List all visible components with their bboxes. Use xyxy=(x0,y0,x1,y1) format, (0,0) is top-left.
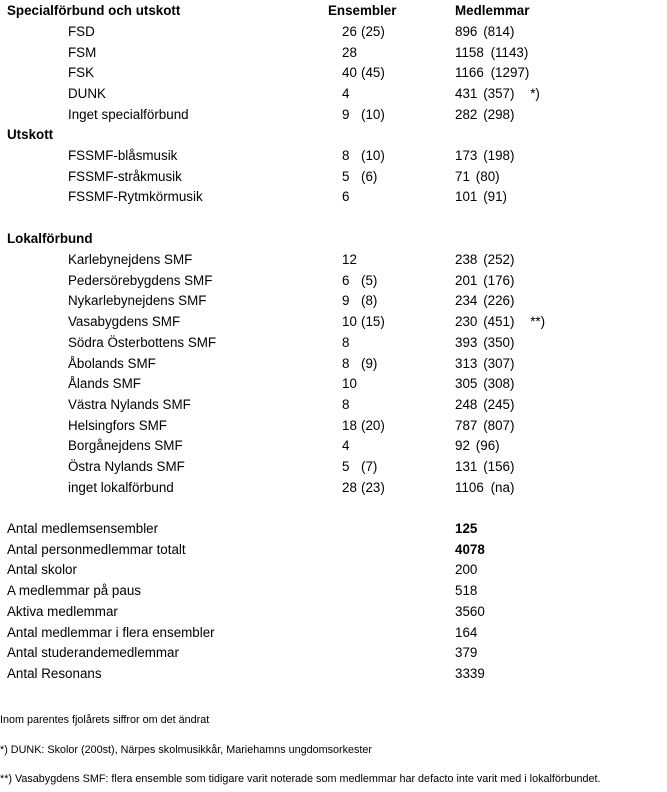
members-previous: (245) xyxy=(483,396,515,412)
row-name: FSSMF-blåsmusik xyxy=(68,148,178,163)
ensembles-count: 4 xyxy=(342,86,350,102)
row-name: Helsingfors SMF xyxy=(68,417,167,433)
ensembles-previous: (7) xyxy=(361,459,378,474)
footnote-marker: **) xyxy=(530,314,546,330)
members-count: 238 xyxy=(455,252,478,267)
members-count: 787 xyxy=(455,417,478,433)
members-previous: (357) xyxy=(483,86,515,102)
specialforbund-row xyxy=(0,22,667,43)
members-count: 248 xyxy=(455,396,478,412)
ensembles-previous: (45) xyxy=(361,65,385,81)
specialforbund-row xyxy=(0,105,667,126)
members-previous: (308) xyxy=(483,376,515,392)
ensembles-count: 10 xyxy=(342,376,357,392)
footnote-marker: *) xyxy=(530,86,540,102)
totals-value: 518 xyxy=(455,583,478,599)
members-previous: (350) xyxy=(483,334,515,350)
members-count: 201 xyxy=(455,272,478,288)
ensembles-previous: (10) xyxy=(361,106,385,122)
row-name: Pedersörebygdens SMF xyxy=(68,272,213,288)
ensembles-count: 8 xyxy=(342,148,350,163)
row-name: Vasabygdens SMF xyxy=(68,314,181,330)
totals-label: Antal Resonans xyxy=(7,665,102,681)
totals-row xyxy=(0,519,667,540)
members-previous: (80) xyxy=(475,168,500,184)
row-name: Borgånejdens SMF xyxy=(68,438,183,454)
totals-value: 200 xyxy=(455,562,478,578)
totals-label: Antal skolor xyxy=(7,562,77,578)
utskott-row xyxy=(0,146,667,167)
members-count: 1166 xyxy=(455,65,484,81)
members-previous: (91) xyxy=(483,189,508,205)
row-name: FSM xyxy=(68,44,97,60)
totals-value: 4078 xyxy=(455,541,485,557)
lokalforbund-row xyxy=(0,436,667,457)
totals-label: Antal medlemsensembler xyxy=(7,521,159,536)
totals-row xyxy=(0,581,667,602)
section-title-lokalforbund: Lokalförbund xyxy=(7,231,93,246)
ensembles-count: 28 xyxy=(342,44,357,60)
members-previous: (1297) xyxy=(490,65,530,81)
row-name: FSD xyxy=(68,24,95,39)
members-previous: (451) xyxy=(483,314,515,330)
section-title-specialforbund: Specialförbund och utskott xyxy=(7,3,181,18)
members-previous: (814) xyxy=(483,24,515,39)
ensembles-count: 6 xyxy=(342,189,350,205)
lokalforbund-row xyxy=(0,291,667,312)
ensembles-count: 9 xyxy=(342,106,350,122)
members-previous: (176) xyxy=(483,272,515,288)
totals-value: 125 xyxy=(455,521,478,536)
totals-row xyxy=(0,540,667,561)
totals-label: Antal studerandemedlemmar xyxy=(7,645,179,661)
row-name: Åbolands SMF xyxy=(68,355,156,371)
totals-value: 3560 xyxy=(455,603,485,619)
members-previous: (na) xyxy=(490,479,515,495)
row-name: DUNK xyxy=(68,86,106,102)
members-previous: (226) xyxy=(483,293,515,309)
ensembles-count: 26 xyxy=(342,24,357,39)
totals-label: Antal medlemmar i flera ensembler xyxy=(7,624,215,640)
ensembles-previous: (15) xyxy=(361,314,385,330)
members-count: 282 xyxy=(455,106,478,122)
lokalforbund-row xyxy=(0,271,667,292)
ensembles-count: 18 xyxy=(342,417,357,433)
lokalforbund-row xyxy=(0,333,667,354)
totals-row xyxy=(0,664,667,685)
ensembles-count: 5 xyxy=(342,168,350,184)
totals-row xyxy=(0,560,667,581)
totals-value: 3339 xyxy=(455,665,485,681)
column-header-members: Medlemmar xyxy=(455,3,530,18)
totals-label: A medlemmar på paus xyxy=(7,583,141,599)
members-count: 173 xyxy=(455,148,478,163)
members-previous: (298) xyxy=(483,106,515,122)
lokalforbund-row xyxy=(0,312,667,333)
members-count: 71 xyxy=(455,168,470,184)
ensembles-count: 40 xyxy=(342,65,357,81)
lokalforbund-row xyxy=(0,354,667,375)
utskott-row xyxy=(0,187,667,208)
members-previous: (198) xyxy=(483,148,515,163)
ensembles-previous: (25) xyxy=(361,24,385,39)
ensembles-previous: (23) xyxy=(361,479,385,495)
ensembles-count: 5 xyxy=(342,459,350,474)
ensembles-count: 12 xyxy=(342,252,357,267)
ensembles-count: 8 xyxy=(342,334,350,350)
members-previous: (807) xyxy=(483,417,515,433)
members-previous: (96) xyxy=(475,438,500,454)
row-name: FSSMF-Rytmkörmusik xyxy=(68,189,203,205)
row-name: Nykarlebynejdens SMF xyxy=(68,293,207,309)
specialforbund-row xyxy=(0,43,667,64)
lokalforbund-row xyxy=(0,478,667,499)
ensembles-previous: (5) xyxy=(361,272,378,288)
members-count: 431 xyxy=(455,86,478,102)
specialforbund-row xyxy=(0,84,667,105)
column-header-ensembles: Ensembler xyxy=(328,3,397,18)
totals-value: 164 xyxy=(455,624,478,640)
totals-row xyxy=(0,643,667,664)
row-name: Inget specialförbund xyxy=(68,106,189,122)
ensembles-count: 10 xyxy=(342,314,357,330)
members-count: 234 xyxy=(455,293,478,309)
footnote-vasabygden: **) Vasabygdens SMF: flera ensemble som tidigare varit noterade som medlemmar har defacto inte varit med i lokalförbundet. xyxy=(0,773,601,785)
members-count: 230 xyxy=(455,314,478,330)
ensembles-count: 28 xyxy=(342,479,357,495)
ensembles-previous: (10) xyxy=(361,148,385,163)
lokalforbund-row xyxy=(0,416,667,437)
totals-row xyxy=(0,623,667,644)
row-name: Karlebynejdens SMF xyxy=(68,252,193,267)
totals-label: Antal personmedlemmar totalt xyxy=(7,541,186,557)
members-previous: (156) xyxy=(483,459,515,474)
row-name: FSSMF-stråkmusik xyxy=(68,168,182,184)
ensembles-previous: (20) xyxy=(361,417,385,433)
ensembles-count: 8 xyxy=(342,396,350,412)
ensembles-previous: (9) xyxy=(361,355,378,371)
members-count: 101 xyxy=(455,189,478,205)
members-count: 305 xyxy=(455,376,478,392)
lokalforbund-row xyxy=(0,374,667,395)
row-name: Ålands SMF xyxy=(68,376,141,392)
totals-row xyxy=(0,602,667,623)
members-count: 313 xyxy=(455,355,478,371)
totals-label: Aktiva medlemmar xyxy=(7,603,118,619)
ensembles-previous: (8) xyxy=(361,293,378,309)
lokalforbund-row xyxy=(0,250,667,271)
members-count: 92 xyxy=(455,438,470,454)
row-name: Västra Nylands SMF xyxy=(68,396,191,412)
members-previous: (252) xyxy=(483,252,515,267)
members-count: 1158 xyxy=(455,44,484,60)
footnote-parentheses: Inom parentes fjolårets siffror om det ändrat xyxy=(0,714,210,726)
specialforbund-row xyxy=(0,63,667,84)
footnote-dunk: *) DUNK: Skolor (200st), Närpes skolmusikkår, Mariehamns ungdomsorkester xyxy=(0,744,373,756)
totals-value: 379 xyxy=(455,645,478,661)
members-previous: (307) xyxy=(483,355,515,371)
lokalforbund-row xyxy=(0,395,667,416)
row-name: Östra Nylands SMF xyxy=(68,459,185,474)
row-name: inget lokalförbund xyxy=(68,479,174,495)
members-count: 896 xyxy=(455,24,478,39)
section-title-utskott: Utskott xyxy=(7,127,54,142)
ensembles-count: 4 xyxy=(342,438,350,454)
members-count: 131 xyxy=(455,459,478,474)
ensembles-count: 6 xyxy=(342,272,350,288)
row-name: Södra Österbottens SMF xyxy=(68,334,217,350)
header-row xyxy=(0,1,667,22)
lokal-heading-row xyxy=(0,229,667,250)
ensembles-previous: (6) xyxy=(361,168,378,184)
lokalforbund-row xyxy=(0,457,667,478)
row-name: FSK xyxy=(68,65,95,81)
members-previous: (1143) xyxy=(490,44,529,60)
ensembles-count: 8 xyxy=(342,355,350,371)
ensembles-count: 9 xyxy=(342,293,350,309)
members-count: 393 xyxy=(455,334,478,350)
members-count: 1106 xyxy=(455,479,484,495)
utskott-heading-row xyxy=(0,125,667,146)
utskott-row xyxy=(0,167,667,188)
